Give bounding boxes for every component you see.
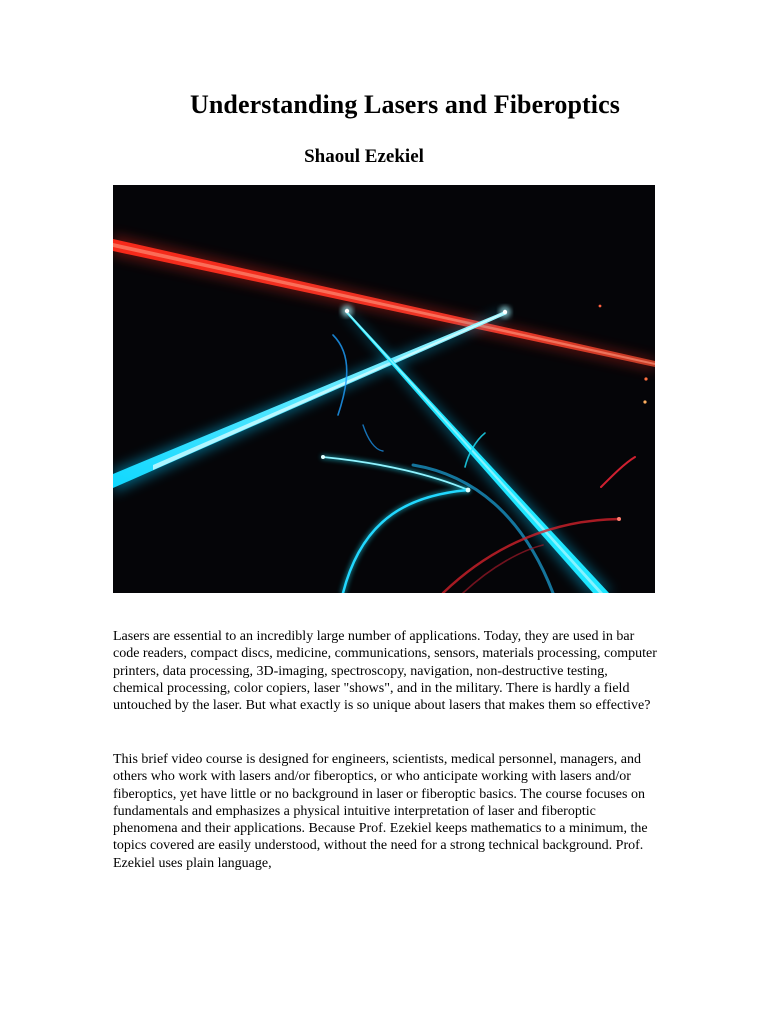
laser-beams-photo bbox=[113, 185, 655, 593]
intro-paragraph: Lasers are essential to an incredibly large number of applications. Today, they are used in bar code readers, compact discs, medicine, communications, sensors, materials processing, computer printers, data processing, 3D-imaging, spectroscopy, navigation, non-destructive testing, chemical processing, color copiers, laser "shows", and in the military. There is hardly a field untouched by the laser. But what exactly is so unique about lasers that makes them so effective? bbox=[113, 629, 657, 714]
course-paragraph: This brief video course is designed for engineers, scientists, medical personnel, managers, and others who work with lasers and/or fiberoptics, or who anticipate working with lasers and/or fiberoptics, yet have little or no background in laser or fiberoptic basics. The course focuses on fundamentals and emphasizes a physical intuitive interpretation of laser and fiberoptic phenomena and their applications. Because Prof. Ezekiel keeps mathematics to a minimum, the topics covered are easily understood, without the need for a strong technical background. Prof. Ezekiel uses plain language, bbox=[113, 752, 648, 871]
author-name: Shaoul Ezekiel bbox=[304, 146, 424, 167]
document-title: Understanding Lasers and Fiberoptics bbox=[189, 90, 620, 119]
